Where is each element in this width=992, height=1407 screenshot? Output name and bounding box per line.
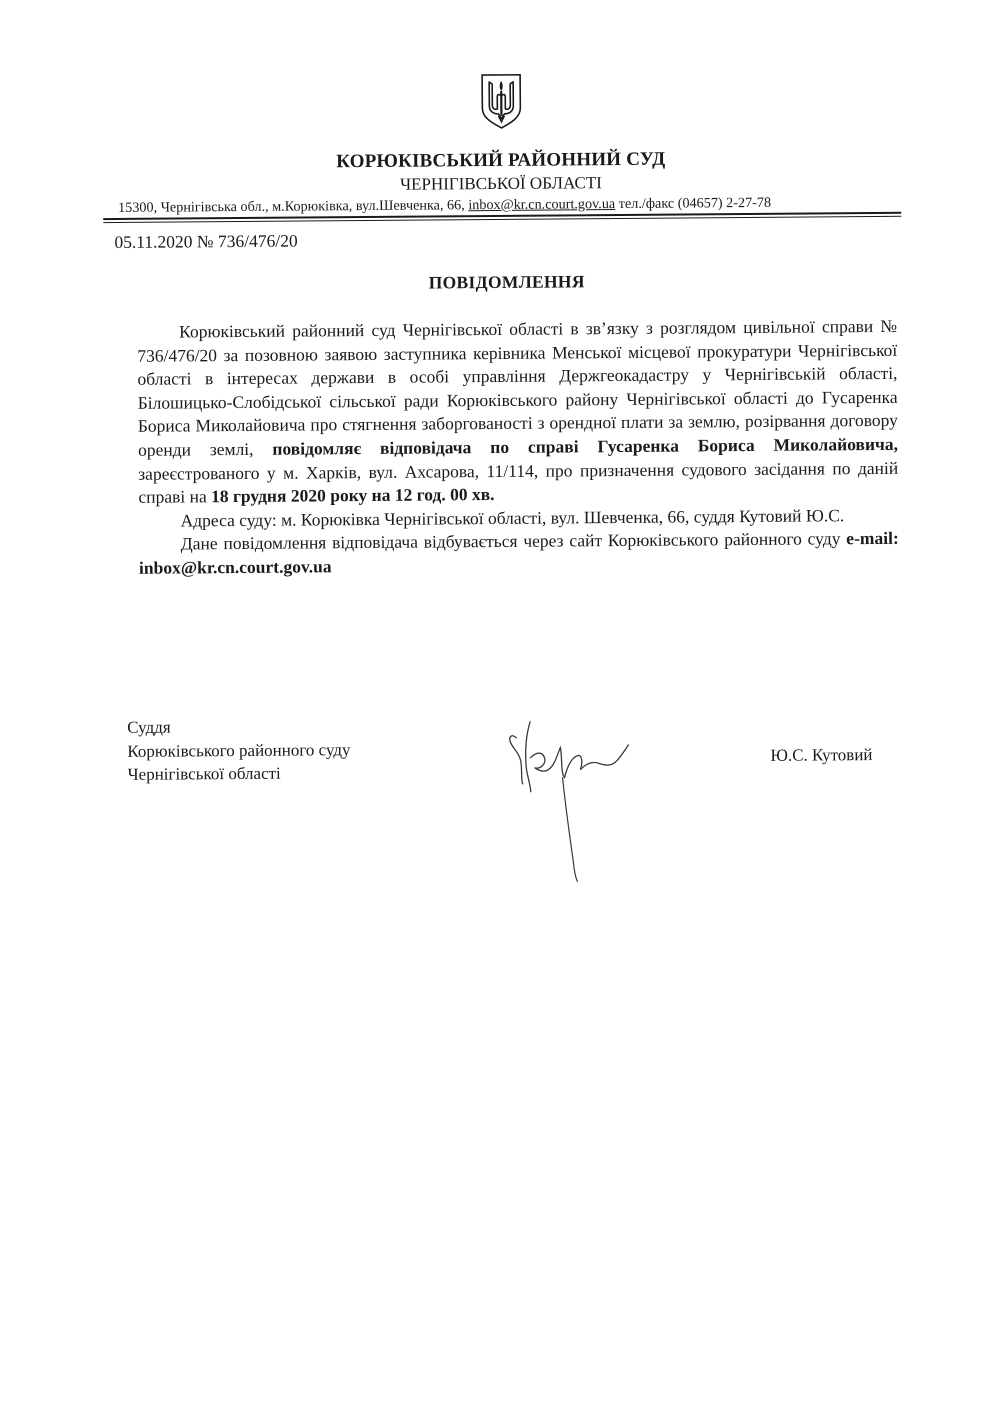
court-name: КОРЮКІВСЬКИЙ РАЙОННИЙ СУД bbox=[286, 148, 716, 173]
notice-paragraph-court-address: Адреса суду: м. Корюківка Чернігівської області, вул. Шевченка, 66, суддя Кутовий Ю.С. bbox=[138, 504, 898, 534]
notice-hearing-date: 18 грудня 2020 року на 12 год. 00 хв. bbox=[211, 484, 495, 506]
notice-website-text: Дане повідомлення відповідача відбувається через сайт Корюківського районного суду bbox=[181, 529, 847, 554]
notice-defendant: повідомляє відповідача по справі Гусаренка Бориса Миколайовича, bbox=[272, 434, 898, 459]
signatory-position bbox=[127, 714, 351, 786]
notice-paragraph-website bbox=[139, 527, 899, 580]
signatory-title: Суддя bbox=[127, 714, 350, 739]
notice-email: e-mail: inbox@kr.cn.court.gov.ua bbox=[139, 528, 899, 578]
judge-name: Ю.С. Кутовий bbox=[770, 745, 872, 766]
handwritten-signature bbox=[500, 711, 651, 892]
document-title: ПОВІДОМЛЕННЯ bbox=[297, 270, 717, 294]
notice-intro: Корюківський районний суд Чернігівської області в зв’язку з розглядом цивільної справи № 736/476/20 за позовною заявою заступника керівника Менської місцевої прокуратури Чернігівської області в інтересах держави в особі управління Держгеокадастру у Чернігівській області, Білошицько-Слобідської сільської ради Корюківського району Чернігівської області до Гусаренка Бориса Миколайовича про стягнення заборгованості з орендної плати за землю, розірвання договору оренди землі, bbox=[137, 316, 898, 460]
notice-defendant-address: зареєстрованого у м. Харків, вул. Ахсарова, 11/114, про призначення судового засідання по даній справі на bbox=[138, 457, 898, 507]
notice-body bbox=[137, 315, 899, 580]
signatory-region: Чернігівської області bbox=[127, 761, 350, 786]
court-phone: тел./факс (04657) 2-27-78 bbox=[615, 195, 771, 212]
signatory-court: Корюківського районного суду bbox=[127, 738, 350, 763]
trident-coat-of-arms-icon bbox=[478, 72, 524, 130]
outgoing-reference: 05.11.2020 № 736/476/20 bbox=[114, 231, 297, 253]
court-region: ЧЕРНІГІВСЬКОЇ ОБЛАСТІ bbox=[286, 172, 716, 195]
court-address: 15300, Чернігівська обл., м.Корюківка, вул.Шевченка, 66, bbox=[118, 197, 468, 216]
court-email-link[interactable]: inbox@kr.cn.court.gov.ua bbox=[468, 196, 615, 213]
notice-paragraph-main bbox=[137, 315, 898, 510]
